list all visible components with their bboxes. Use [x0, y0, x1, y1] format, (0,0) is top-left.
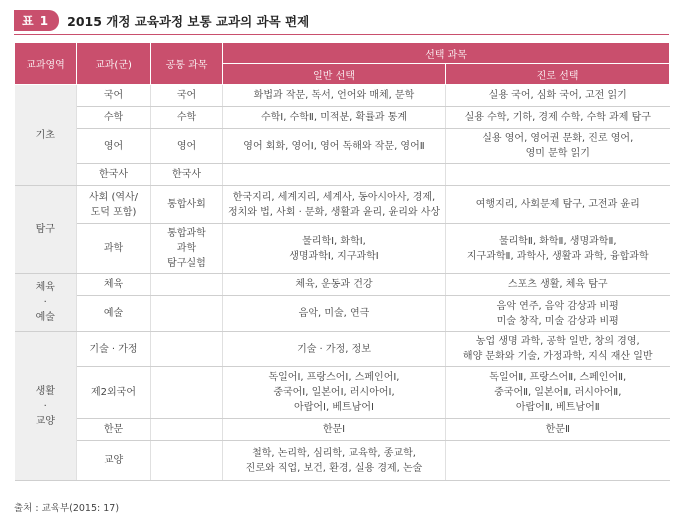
header-common: 공통 과목	[151, 43, 223, 85]
general-text: 영어 회화, 영어Ⅰ, 영어 독해와 작문, 영어Ⅱ	[243, 140, 425, 152]
table-row	[15, 107, 670, 129]
subject-text: 도덕 포함)	[90, 206, 137, 218]
area-label: 교양	[35, 415, 55, 427]
common-cell	[151, 164, 223, 186]
general-cell	[223, 296, 446, 332]
career-cell	[446, 85, 670, 107]
table-row	[15, 274, 670, 296]
career-cell	[446, 164, 670, 186]
subject-cell	[77, 224, 151, 274]
career-cell	[446, 186, 670, 224]
area-cell	[15, 186, 77, 274]
career-cell	[446, 296, 670, 332]
common-text: 탐구실험	[167, 258, 206, 269]
career-text: 미술 창작, 미술 감상과 비평	[496, 315, 619, 327]
common-cell	[151, 296, 223, 332]
general-text: 물리학Ⅰ, 화학Ⅰ,	[302, 235, 366, 247]
table-caption: 2015 개정 교육과정 보통 교과의 과목 편제	[67, 13, 310, 29]
career-text: 실용 국어, 심화 국어, 고전 읽기	[488, 90, 627, 101]
area-label: ·	[43, 297, 47, 308]
common-text: 통합사회	[167, 199, 206, 210]
career-text: 스포츠 생활, 체육 탐구	[507, 279, 608, 290]
career-cell	[446, 107, 670, 129]
career-cell	[446, 129, 670, 164]
area-label: 탐구	[35, 224, 55, 235]
general-text: 음악, 미술, 연극	[298, 308, 370, 319]
common-text: 영어	[176, 140, 197, 152]
area-label: ·	[43, 400, 47, 412]
career-cell	[446, 224, 670, 274]
header-subject: 교과(군)	[77, 43, 151, 85]
general-text: 한국지리, 세계지리, 세계사, 동아시아사, 경제,	[232, 191, 436, 203]
career-text: 영미 문학 읽기	[525, 148, 590, 159]
general-text: 진로와 직업, 보건, 환경, 실용 경제, 논술	[245, 462, 423, 474]
area-cell	[15, 274, 77, 332]
subject-text: 체육	[103, 279, 124, 290]
table-row	[15, 332, 670, 367]
career-cell	[446, 441, 670, 481]
general-text: 체육, 운동과 건강	[295, 279, 373, 290]
table-row	[15, 441, 670, 481]
common-cell	[151, 224, 223, 274]
general-text: 수학Ⅰ, 수학Ⅱ, 미적분, 확률과 통계	[260, 112, 408, 123]
general-cell	[223, 419, 446, 441]
table-row	[15, 85, 670, 107]
subject-text: 한국사	[99, 169, 128, 180]
subject-cell	[77, 274, 151, 296]
general-text: 생명과학Ⅰ, 지구과학Ⅰ	[289, 250, 379, 262]
header-elective: 선택 과목	[223, 43, 670, 64]
general-text: 정치와 법, 사회 · 문화, 생활과 윤리, 윤리와 사상	[227, 206, 441, 218]
career-text: 독일어Ⅱ, 프랑스어Ⅱ, 스페인어Ⅱ,	[489, 372, 627, 383]
common-cell	[151, 441, 223, 481]
common-cell	[151, 186, 223, 224]
career-cell	[446, 274, 670, 296]
subject-text: 수학	[103, 112, 124, 123]
career-text: 아랍어Ⅱ, 베트남어Ⅱ	[515, 402, 600, 413]
subject-text: 과학	[103, 243, 124, 254]
career-text: 여행지리, 사회문제 탐구, 고전과 윤리	[475, 199, 640, 210]
general-text: 한문Ⅰ	[322, 424, 346, 435]
subject-text: 예술	[103, 308, 124, 319]
header-general: 일반 선택	[223, 64, 446, 85]
table-row	[15, 164, 670, 186]
general-cell	[223, 129, 446, 164]
general-cell	[223, 186, 446, 224]
subject-text: 영어	[103, 140, 124, 152]
general-text: 중국어Ⅰ, 일본어Ⅰ, 러시아어Ⅰ,	[273, 387, 395, 398]
common-text: 과학	[176, 243, 197, 254]
area-label: 체육	[35, 282, 55, 293]
common-cell	[151, 367, 223, 419]
subject-text: 제2외국어	[90, 387, 136, 398]
table-row	[15, 296, 670, 332]
general-cell	[223, 274, 446, 296]
subject-cell	[77, 367, 151, 419]
subject-text: 교양	[103, 455, 124, 466]
common-cell	[151, 129, 223, 164]
general-text: 철학, 논리학, 심리학, 교육학, 종교학,	[252, 447, 416, 459]
career-text: 중국어Ⅱ, 일본어Ⅱ, 러시아어Ⅱ,	[494, 387, 622, 398]
table-row	[15, 186, 670, 224]
subject-cell	[77, 129, 151, 164]
table-row	[15, 367, 670, 419]
career-text: 지구과학Ⅱ, 과학사, 생활과 과학, 융합과학	[466, 250, 649, 262]
career-text: 실용 수학, 기하, 경제 수학, 수학 과제 탐구	[464, 112, 651, 123]
subject-cell	[77, 186, 151, 224]
subject-cell	[77, 441, 151, 481]
common-text: 수학	[176, 112, 197, 123]
table-body	[15, 85, 670, 481]
table-row	[15, 419, 670, 441]
general-cell	[223, 441, 446, 481]
general-text: 기술 · 가정, 정보	[297, 343, 371, 355]
header-area: 교과영역	[15, 43, 77, 85]
table-row	[15, 224, 670, 274]
common-cell	[151, 332, 223, 367]
subject-text: 한문	[103, 424, 124, 435]
area-cell	[15, 85, 77, 186]
subject-cell	[77, 164, 151, 186]
career-text: 농업 생명 과학, 공학 일반, 창의 경영,	[475, 336, 640, 347]
curriculum-table	[14, 42, 670, 481]
common-cell	[151, 85, 223, 107]
subject-cell	[77, 332, 151, 367]
general-cell	[223, 367, 446, 419]
general-text: 아랍어Ⅰ, 베트남어Ⅰ	[294, 402, 374, 413]
source-note: 출처 : 교육부(2015: 17)	[14, 503, 120, 514]
title-divider	[14, 34, 669, 35]
subject-cell	[77, 296, 151, 332]
career-text: 한문Ⅱ	[545, 424, 570, 435]
subject-cell	[77, 107, 151, 129]
career-cell	[446, 367, 670, 419]
table-number-badge: 표 1	[14, 10, 59, 31]
career-text: 물리학Ⅱ, 화학Ⅱ, 생명과학Ⅱ,	[498, 235, 617, 247]
subject-cell	[77, 419, 151, 441]
common-cell	[151, 107, 223, 129]
general-cell	[223, 164, 446, 186]
subject-text: 기술 · 가정	[89, 343, 138, 355]
common-text: 한국사	[172, 169, 201, 180]
general-cell	[223, 224, 446, 274]
common-cell	[151, 274, 223, 296]
career-cell	[446, 419, 670, 441]
career-cell	[446, 332, 670, 367]
table-row	[15, 129, 670, 164]
general-cell	[223, 332, 446, 367]
header-career: 진로 선택	[446, 64, 670, 85]
area-cell	[15, 332, 77, 481]
subject-text: 사회 (역사/	[88, 191, 139, 203]
common-text: 국어	[176, 90, 197, 101]
common-text: 통합과학	[167, 228, 206, 239]
subject-text: 국어	[103, 90, 124, 101]
table-title	[14, 10, 309, 31]
career-text: 해양 문화와 기술, 가정과학, 지식 재산 일반	[462, 351, 653, 362]
general-text: 화법과 작문, 독서, 언어와 매체, 문학	[253, 90, 415, 101]
common-cell	[151, 419, 223, 441]
general-cell	[223, 85, 446, 107]
area-label: 생활	[35, 385, 55, 397]
area-label: 예술	[35, 312, 55, 323]
career-text: 실용 영어, 영어권 문화, 진로 영어,	[482, 133, 634, 144]
area-label: 기초	[35, 129, 55, 141]
general-cell	[223, 107, 446, 129]
career-text: 음악 연주, 음악 감상과 비평	[496, 300, 619, 312]
general-text: 독일어Ⅰ, 프랑스어Ⅰ, 스페인어Ⅰ,	[268, 372, 400, 383]
subject-cell	[77, 85, 151, 107]
